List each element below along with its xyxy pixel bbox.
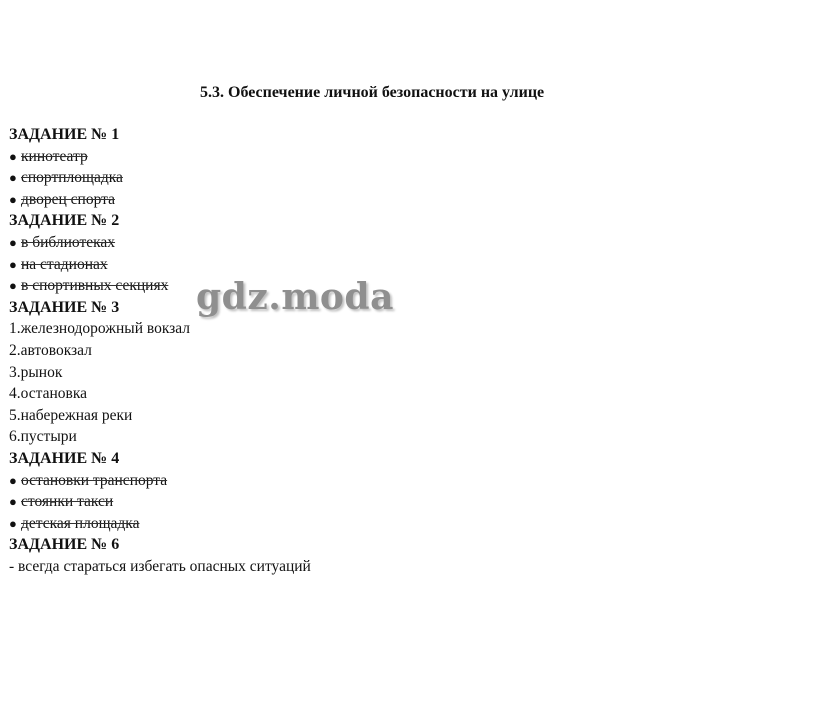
list-item: 1.железнодорожный вокзал (9, 320, 191, 338)
answers-content (9, 124, 489, 577)
bullet-icon: ● (9, 148, 17, 164)
list-item: ● в спортивных секциях (9, 275, 489, 297)
task-3-heading: ЗАДАНИЕ № 3 (9, 298, 120, 316)
list-item: ● спортплощадка (9, 167, 489, 189)
bullet-icon: ● (9, 278, 17, 294)
bullet-icon: ● (9, 494, 17, 510)
bullet-icon: ● (9, 256, 17, 272)
bullet-icon: ● (9, 515, 17, 531)
list-item: ● дворец спорта (9, 189, 489, 211)
list-item: ● детская площадка (9, 513, 489, 535)
list-item: - всегда стараться избегать опасных ситуаций (9, 557, 311, 575)
page-title: 5.3. Обеспечение личной безопасности на улице (200, 84, 545, 101)
bullet-icon: ● (9, 191, 17, 207)
task-1-heading: ЗАДАНИЕ № 1 (9, 126, 120, 143)
list-item: ● в библиотеках (9, 232, 489, 254)
watermark-logo: gdz.moda (196, 276, 394, 318)
list-item: 4.остановка (9, 385, 88, 403)
task-6-heading: ЗАДАНИЕ № 6 (9, 536, 120, 554)
task-2-heading: ЗАДАНИЕ № 2 (9, 212, 120, 230)
list-item: 5.набережная реки (9, 406, 133, 424)
list-item: 3.рынок (9, 363, 63, 381)
list-item: ● стоянки такси (9, 491, 489, 513)
list-item: 2.автовокзал (9, 341, 92, 359)
list-item: ● кинотеатр (9, 146, 489, 168)
bullet-icon: ● (9, 472, 17, 488)
list-item: ● на стадионах (9, 254, 489, 276)
task-4-heading: ЗАДАНИЕ № 4 (9, 449, 120, 467)
bullet-icon: ● (9, 170, 17, 186)
list-item: ● остановки транспорта (9, 470, 489, 492)
bullet-icon: ● (9, 234, 17, 250)
list-item: 6.пустыри (9, 428, 77, 446)
